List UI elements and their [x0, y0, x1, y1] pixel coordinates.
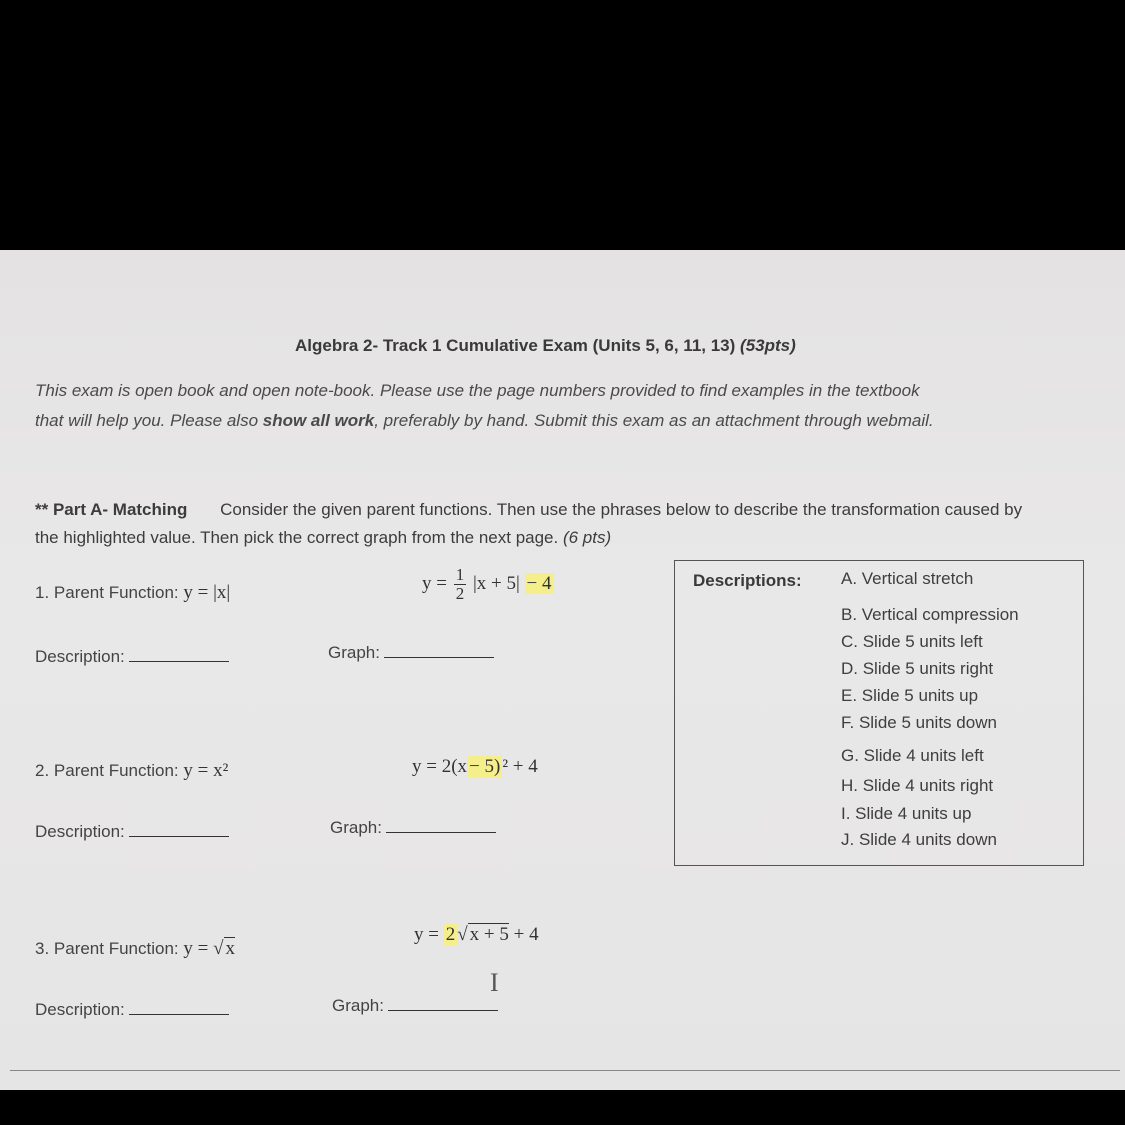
problem-2-description[interactable] — [35, 822, 229, 842]
problem-2-highlight: − 5) — [469, 756, 501, 777]
problem-1-parent — [35, 582, 230, 604]
intro-line-2-bold: show all work — [262, 411, 375, 430]
root-prefix: y = √ — [183, 938, 224, 959]
problem-3-description[interactable] — [35, 1000, 229, 1020]
exam-page — [0, 250, 1125, 1090]
problem-1-fraction — [454, 566, 467, 603]
description-option: E. Slide 5 units up — [841, 686, 979, 705]
description-option: C. Slide 5 units left — [841, 632, 983, 651]
problem-3-highlight: 2 — [445, 924, 456, 945]
intro-line-2a: that will help you. Please also — [35, 411, 263, 430]
graph-label: Graph: — [328, 643, 380, 662]
description-option: D. Slide 5 units right — [841, 659, 994, 678]
problem-1-description[interactable] — [35, 647, 229, 667]
graph-label: Graph: — [330, 818, 382, 837]
problem-2-parent — [35, 760, 228, 782]
problem-1-parent-func: y = |x| — [183, 582, 231, 603]
problem-2-parent-func: y = x² — [183, 760, 229, 781]
exam-title-text: Algebra 2- Track 1 Cumulative Exam (Units 5, 6, 11, 13) — [295, 336, 736, 355]
page-divider — [10, 1070, 1120, 1071]
problem-3-radicand: x + 5 — [469, 924, 509, 945]
description-option: A. Vertical stretch — [841, 569, 974, 588]
problem-3-graph[interactable] — [332, 996, 498, 1016]
problem-3-parent — [35, 938, 235, 960]
graph-blank[interactable] — [386, 831, 496, 833]
problem-2-equation — [412, 756, 538, 778]
description-option: G. Slide 4 units left — [841, 746, 984, 765]
text-cursor-icon: I — [490, 968, 499, 997]
problem-3-eq-suffix: + 4 — [513, 924, 539, 945]
exam-title — [295, 336, 796, 356]
exam-intro — [35, 376, 1115, 436]
intro-line-2b: , preferably by hand. Submit this exam as an attachment through webmail. — [374, 411, 934, 430]
part-a-text: Consider the given parent functions. Then use the phrases below to describe the transformation caused by the highlighted value. Then pick the correct graph from the next page. — [35, 500, 1023, 547]
part-a-heading: ** Part A- Matching — [35, 500, 188, 519]
problem-1-parent-label: 1. Parent Function: — [35, 583, 179, 602]
problem-3-eq-prefix: y = — [414, 924, 439, 945]
description-option: H. Slide 4 units right — [841, 776, 994, 795]
descriptions-box — [674, 560, 1084, 866]
radicand: x — [225, 938, 236, 959]
problem-1-equation — [422, 566, 554, 603]
description-blank[interactable] — [129, 1013, 229, 1015]
problem-1-eq-prefix: y = — [422, 572, 447, 594]
description-option: J. Slide 4 units down — [841, 830, 997, 849]
fraction-numerator: 1 — [455, 565, 465, 584]
problem-2-graph[interactable] — [330, 818, 496, 838]
graph-blank[interactable] — [388, 1009, 498, 1011]
problem-3-equation — [414, 924, 539, 946]
intro-line-1: This exam is open book and open note-book. Please use the page numbers provided to find examples in the textbook — [35, 381, 920, 400]
problem-1-graph[interactable] — [328, 643, 494, 663]
problem-3-parent-func — [183, 937, 235, 959]
description-label: Description: — [35, 1000, 125, 1019]
descriptions-label: Descriptions: — [693, 571, 802, 590]
description-option: F. Slide 5 units down — [841, 713, 997, 732]
description-blank[interactable] — [129, 660, 229, 662]
graph-blank[interactable] — [384, 656, 494, 658]
description-label: Description: — [35, 822, 125, 841]
fraction-denominator: 2 — [455, 584, 465, 603]
part-a-points: (6 pts) — [562, 528, 612, 547]
description-blank[interactable] — [129, 835, 229, 837]
problem-2-eq-prefix: y = 2(x — [412, 756, 468, 777]
problem-1-eq-body: |x + 5| — [472, 572, 520, 594]
problem-3-parent-label: 3. Parent Function: — [35, 939, 179, 958]
root-symbol: √ — [457, 924, 468, 945]
part-a-instructions — [35, 496, 1035, 552]
problem-2-parent-label: 2. Parent Function: — [35, 761, 179, 780]
problem-2-eq-suffix: ² + 4 — [502, 756, 538, 777]
description-option: I. Slide 4 units up — [841, 804, 972, 823]
description-label: Description: — [35, 647, 125, 666]
description-option: B. Vertical compression — [841, 605, 1019, 624]
graph-label: Graph: — [332, 996, 384, 1015]
problem-1-highlight: − 4 — [526, 572, 552, 594]
exam-points: (53pts) — [740, 336, 796, 355]
